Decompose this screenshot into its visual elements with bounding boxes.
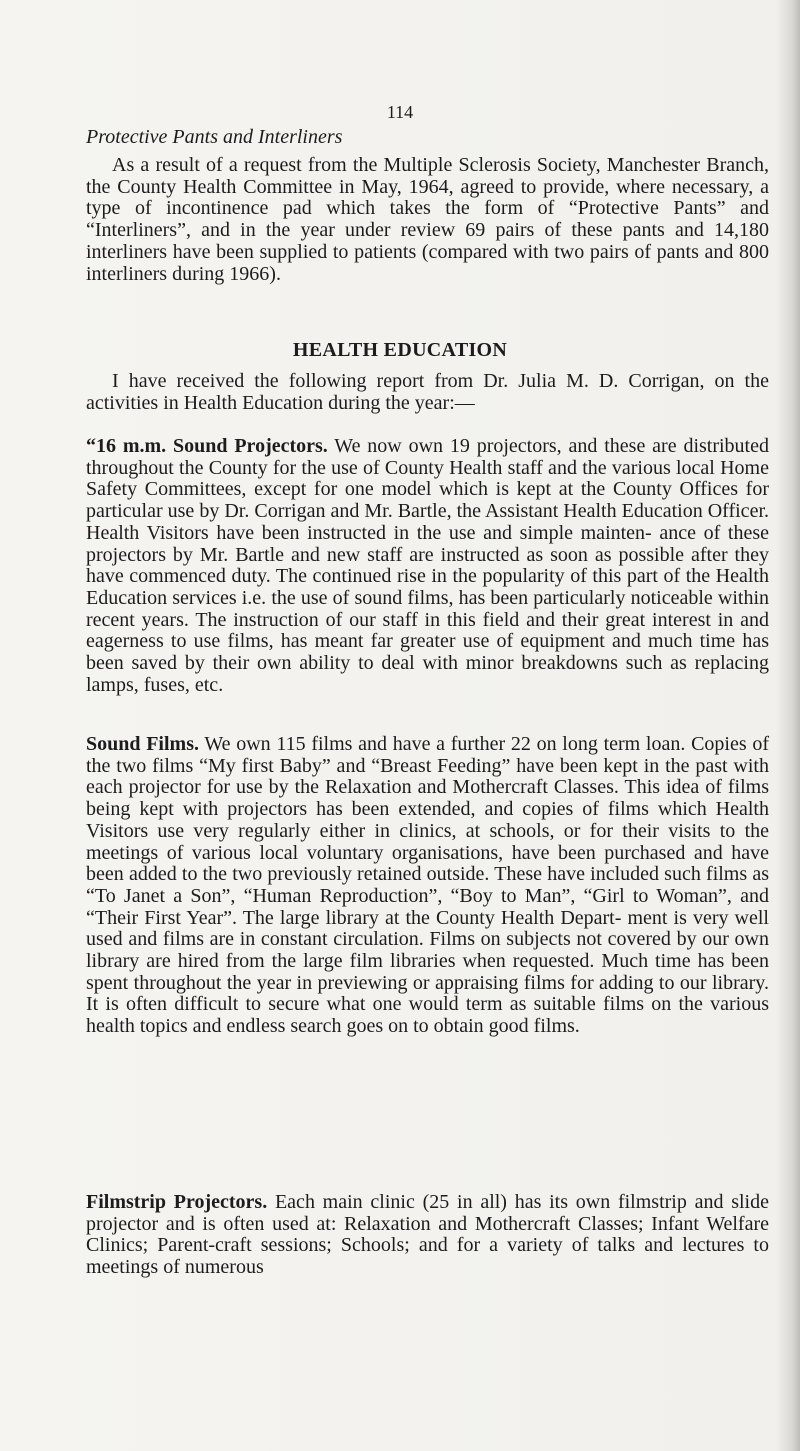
paragraph-intro: [86, 371, 769, 414]
text-sound-films: We own 115 films and have a further 22 on long term loan. Copies of the two films “My first Baby” and “Breast Feeding” have been kept in the past with each projector for use by the Relaxation and Mothercraft Classes. This idea of films being kept with projectors has been extended, and copies of films which Health Visitors use very regularly either in clinics, at schools, or for their visits to the meetings of various local voluntary organisations, have been purchased and have been added to the two previously retained outside. These have included such films as “To Janet a Son”, “Human Reproduction”, “Boy to Man”, “Girl to Woman”, and “Their First Year”. The large library at the County Health Depart- ment is very well used and films are in constant circulation. Films on subjects not covered by our own library are hired from the large film libraries when requested. Much time has been spent throughout the year in previewing or appraising films for adding to our library. It is often difficult to secure what one would term as suitable films on the various health topics and endless search goes on to obtain good films.: [86, 733, 770, 1038]
section-title-protective-pants: Protective Pants and Interliners: [86, 126, 343, 148]
paragraph-filmstrip-projectors: [86, 1192, 769, 1279]
paragraph-intro-text: I have received the following report from Dr. Julia M. D. Corrigan, on the activities in Health Education during the year:—: [86, 370, 769, 414]
paragraph-sound-films: [86, 734, 769, 1038]
paragraph-protective-pants-text: As a result of a request from the Multiple Sclerosis Society, Manchester Branch, the County Health Committee in May, 1964, agreed to provide, where necessary, a type of incontinence pad which takes the form of “Protective Pants” and “Interliners”, and in the year under review 69 pairs of these pants and 14,180 interliners have been supplied to patients (compared with two pairs of pants and 800 interliners during 1966).: [86, 154, 769, 285]
lead-sound-projectors: “16 m.m. Sound Projectors.: [86, 435, 328, 457]
lead-sound-films: Sound Films.: [86, 733, 199, 755]
lead-filmstrip-projectors: Filmstrip Projectors.: [86, 1191, 268, 1213]
paragraph-protective-pants: [86, 155, 769, 285]
page-number: 114: [386, 102, 414, 122]
text-sound-projectors: We now own 19 projectors, and these are distributed throughout the County for the use of County Health staff and the various local Home Safety Committees, except for one model which is kept at the County Offices for particular use by Dr. Corrigan and Mr. Bartle, the Assistant Health Education Officer. Health Visitors have been instructed in the use and simple mainten- ance of these projectors by Mr. Bartle and new staff are instructed as soon as possible after they have commenced duty. The continued rise in the popularity of this part of the Health Education services i.e. the use of sound films, has been particularly noticeable within recent years. The instruction of our staff in this field and their great interest in and eagerness to use films, has meant far greater use of equipment and much time has been saved by their own ability to deal with minor breakdowns such as replacing lamps, fuses, etc.: [86, 435, 769, 696]
paragraph-sound-projectors: [86, 436, 769, 696]
text-filmstrip-projectors: Each main clinic (25 in all) has its own filmstrip and slide projector and is often used at: Relaxation and Mothercraft Classes; Infant Welfare Clinics; Parent-craft sessions; Schools; and for a variety of talks and lectures to meetings of numerous: [86, 1191, 769, 1279]
heading-health-education: HEALTH EDUCATION: [292, 339, 508, 361]
